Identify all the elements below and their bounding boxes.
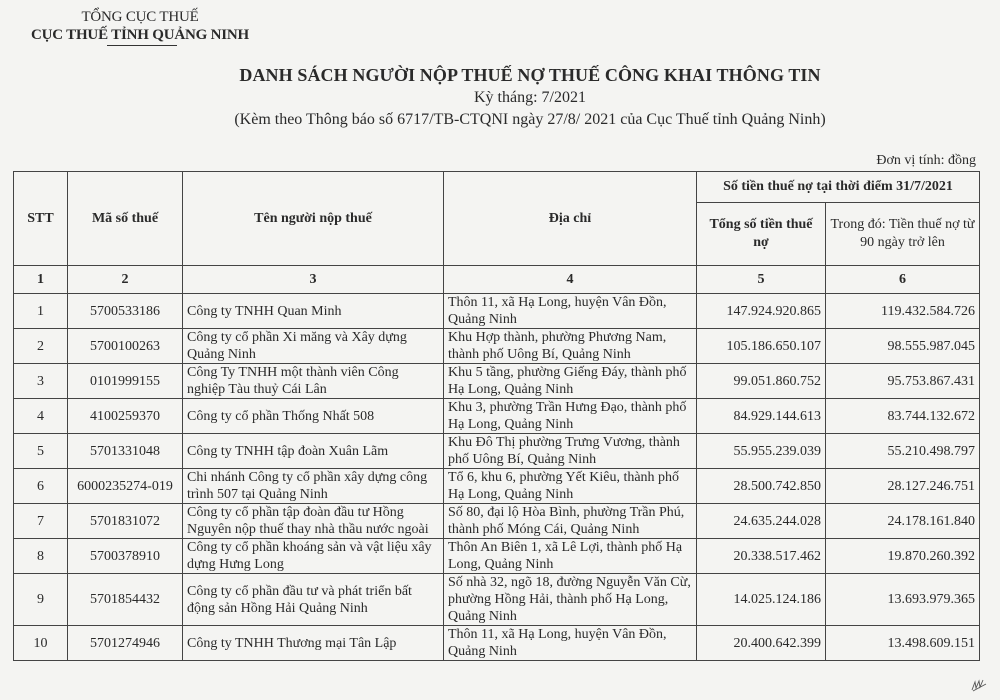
document-heading: [150, 63, 910, 131]
table-row: [14, 504, 980, 539]
cell-address: Thôn 11, xã Hạ Long, huyện Vân Đồn, Quảng Ninh: [444, 294, 697, 329]
cell-taxpayer-name: Công ty cổ phần tập đoàn đầu tư Hồng Nguyên nộp thuế thay nhà thầu nước ngoài: [183, 504, 444, 539]
column-number: 2: [68, 266, 183, 294]
table-row: [14, 626, 980, 661]
parent-agency: TỔNG CỤC THUẾ: [81, 9, 199, 25]
table-row: [14, 399, 980, 434]
table-row: [14, 294, 980, 329]
column-number-row: [14, 266, 980, 294]
cell-taxpayer-name: Công ty cổ phần khoáng sản và vật liệu xây dựng Hưng Long: [183, 539, 444, 574]
cell-total-debt: 14.025.124.186: [697, 574, 826, 626]
table-row: [14, 574, 980, 626]
cell-debt-90-days: 13.498.609.151: [826, 626, 980, 661]
cell-debt-90-days: 28.127.246.751: [826, 469, 980, 504]
cell-taxpayer-name: Công Ty TNHH một thành viên Công nghiệp Tàu thuỷ Cái Lân: [183, 364, 444, 399]
cell-debt-90-days: 98.555.987.045: [826, 329, 980, 364]
cell-stt: 7: [14, 504, 68, 539]
cell-taxpayer-name: Công ty cổ phần Xi măng và Xây dựng Quảng Ninh: [183, 329, 444, 364]
agency-header: [24, 8, 256, 44]
cell-tax-code: 4100259370: [68, 399, 183, 434]
column-number: 4: [444, 266, 697, 294]
cell-tax-code: 5701331048: [68, 434, 183, 469]
cell-debt-90-days: 13.693.979.365: [826, 574, 980, 626]
cell-debt-90-days: 19.870.260.392: [826, 539, 980, 574]
cell-stt: 1: [14, 294, 68, 329]
column-number: 3: [183, 266, 444, 294]
cell-tax-code: 5701854432: [68, 574, 183, 626]
agency-underline: [107, 45, 177, 46]
cell-debt-90-days: 55.210.498.797: [826, 434, 980, 469]
cell-debt-90-days: 95.753.867.431: [826, 364, 980, 399]
table-row: [14, 539, 980, 574]
cell-address: Thôn 11, xã Hạ Long, huyện Vân Đồn, Quảng Ninh: [444, 626, 697, 661]
cell-stt: 5: [14, 434, 68, 469]
header-stt: STT: [14, 172, 68, 266]
header-debt-group: Số tiền thuế nợ tại thời điểm 31/7/2021: [697, 172, 980, 203]
cell-total-debt: 55.955.239.039: [697, 434, 826, 469]
cell-taxpayer-name: Công ty cổ phần đầu tư và phát triển bất động sản Hồng Hải Quảng Ninh: [183, 574, 444, 626]
cell-address: Khu 5 tầng, phường Giếng Đáy, thành phố Hạ Long, Quảng Ninh: [444, 364, 697, 399]
cell-stt: 10: [14, 626, 68, 661]
cell-taxpayer-name: Chi nhánh Công ty cổ phần xây dựng công trình 507 tại Quảng Ninh: [183, 469, 444, 504]
cell-total-debt: 24.635.244.028: [697, 504, 826, 539]
cell-stt: 4: [14, 399, 68, 434]
table-header-row: [14, 172, 980, 203]
cell-taxpayer-name: Công ty TNHH tập đoàn Xuân Lãm: [183, 434, 444, 469]
cell-tax-code: 6000235274-019: [68, 469, 183, 504]
agency-name: CỤC THUẾ TỈNH QUẢNG NINH: [30, 27, 249, 43]
cell-stt: 2: [14, 329, 68, 364]
cell-taxpayer-name: Công ty TNHH Thương mại Tân Lập: [183, 626, 444, 661]
cell-address: Khu Hợp thành, phường Phương Nam, thành phố Uông Bí, Quảng Ninh: [444, 329, 697, 364]
table-row: [14, 364, 980, 399]
cell-tax-code: 5700533186: [68, 294, 183, 329]
cell-total-debt: 84.929.144.613: [697, 399, 826, 434]
cell-debt-90-days: 119.432.584.726: [826, 294, 980, 329]
cell-total-debt: 147.924.920.865: [697, 294, 826, 329]
initial-signature-mark: [970, 678, 988, 692]
cell-taxpayer-name: Công ty TNHH Quan Minh: [183, 294, 444, 329]
cell-stt: 8: [14, 539, 68, 574]
cell-taxpayer-name: Công ty cổ phần Thống Nhất 508: [183, 399, 444, 434]
table-row: [14, 434, 980, 469]
header-address: Địa chỉ: [444, 172, 697, 266]
cell-total-debt: 28.500.742.850: [697, 469, 826, 504]
cell-address: Khu 3, phường Trần Hưng Đạo, thành phố Hạ Long, Quảng Ninh: [444, 399, 697, 434]
cell-debt-90-days: 24.178.161.840: [826, 504, 980, 539]
header-total-debt: Tổng số tiền thuế nợ: [697, 203, 826, 266]
table-row: [14, 469, 980, 504]
header-tax-code: Mã số thuế: [68, 172, 183, 266]
cell-tax-code: 5700378910: [68, 539, 183, 574]
header-taxpayer-name: Tên người nộp thuế: [183, 172, 444, 266]
cell-debt-90-days: 83.744.132.672: [826, 399, 980, 434]
cell-total-debt: 99.051.860.752: [697, 364, 826, 399]
column-number: 5: [697, 266, 826, 294]
document-attachment-note: (Kèm theo Thông báo số 6717/TB-CTQNI ngày 27/8/ 2021 của Cục Thuế tỉnh Quảng Ninh): [234, 111, 826, 128]
tax-debt-table: [13, 171, 980, 661]
cell-address: Thôn An Biên 1, xã Lê Lợi, thành phố Hạ Long, Quảng Ninh: [444, 539, 697, 574]
cell-stt: 6: [14, 469, 68, 504]
unit-label: Đơn vị tính: đồng: [876, 153, 976, 168]
header-debt-90-days: Trong đó: Tiền thuế nợ từ 90 ngày trở lên: [826, 203, 980, 266]
cell-address: Tổ 6, khu 6, phường Yết Kiêu, thành phố Hạ Long, Quảng Ninh: [444, 469, 697, 504]
cell-tax-code: 0101999155: [68, 364, 183, 399]
document-period: Kỳ tháng: 7/2021: [474, 89, 586, 106]
column-number: 1: [14, 266, 68, 294]
cell-total-debt: 20.400.642.399: [697, 626, 826, 661]
cell-tax-code: 5700100263: [68, 329, 183, 364]
table-row: [14, 329, 980, 364]
cell-address: Khu Đô Thị phường Trưng Vương, thành phố Uông Bí, Quảng Ninh: [444, 434, 697, 469]
cell-tax-code: 5701831072: [68, 504, 183, 539]
cell-stt: 3: [14, 364, 68, 399]
cell-tax-code: 5701274946: [68, 626, 183, 661]
column-number: 6: [826, 266, 980, 294]
cell-total-debt: 105.186.650.107: [697, 329, 826, 364]
cell-address: Số 80, đại lộ Hòa Bình, phường Trần Phú, thành phố Móng Cái, Quảng Ninh: [444, 504, 697, 539]
cell-stt: 9: [14, 574, 68, 626]
document-title: DANH SÁCH NGƯỜI NỘP THUẾ NỢ THUẾ CÔNG KHAI THÔNG TIN: [239, 65, 821, 85]
cell-total-debt: 20.338.517.462: [697, 539, 826, 574]
cell-address: Số nhà 32, ngõ 18, đường Nguyễn Văn Cừ, phường Hồng Hải, thành phố Hạ Long, Quảng Ninh: [444, 574, 697, 626]
